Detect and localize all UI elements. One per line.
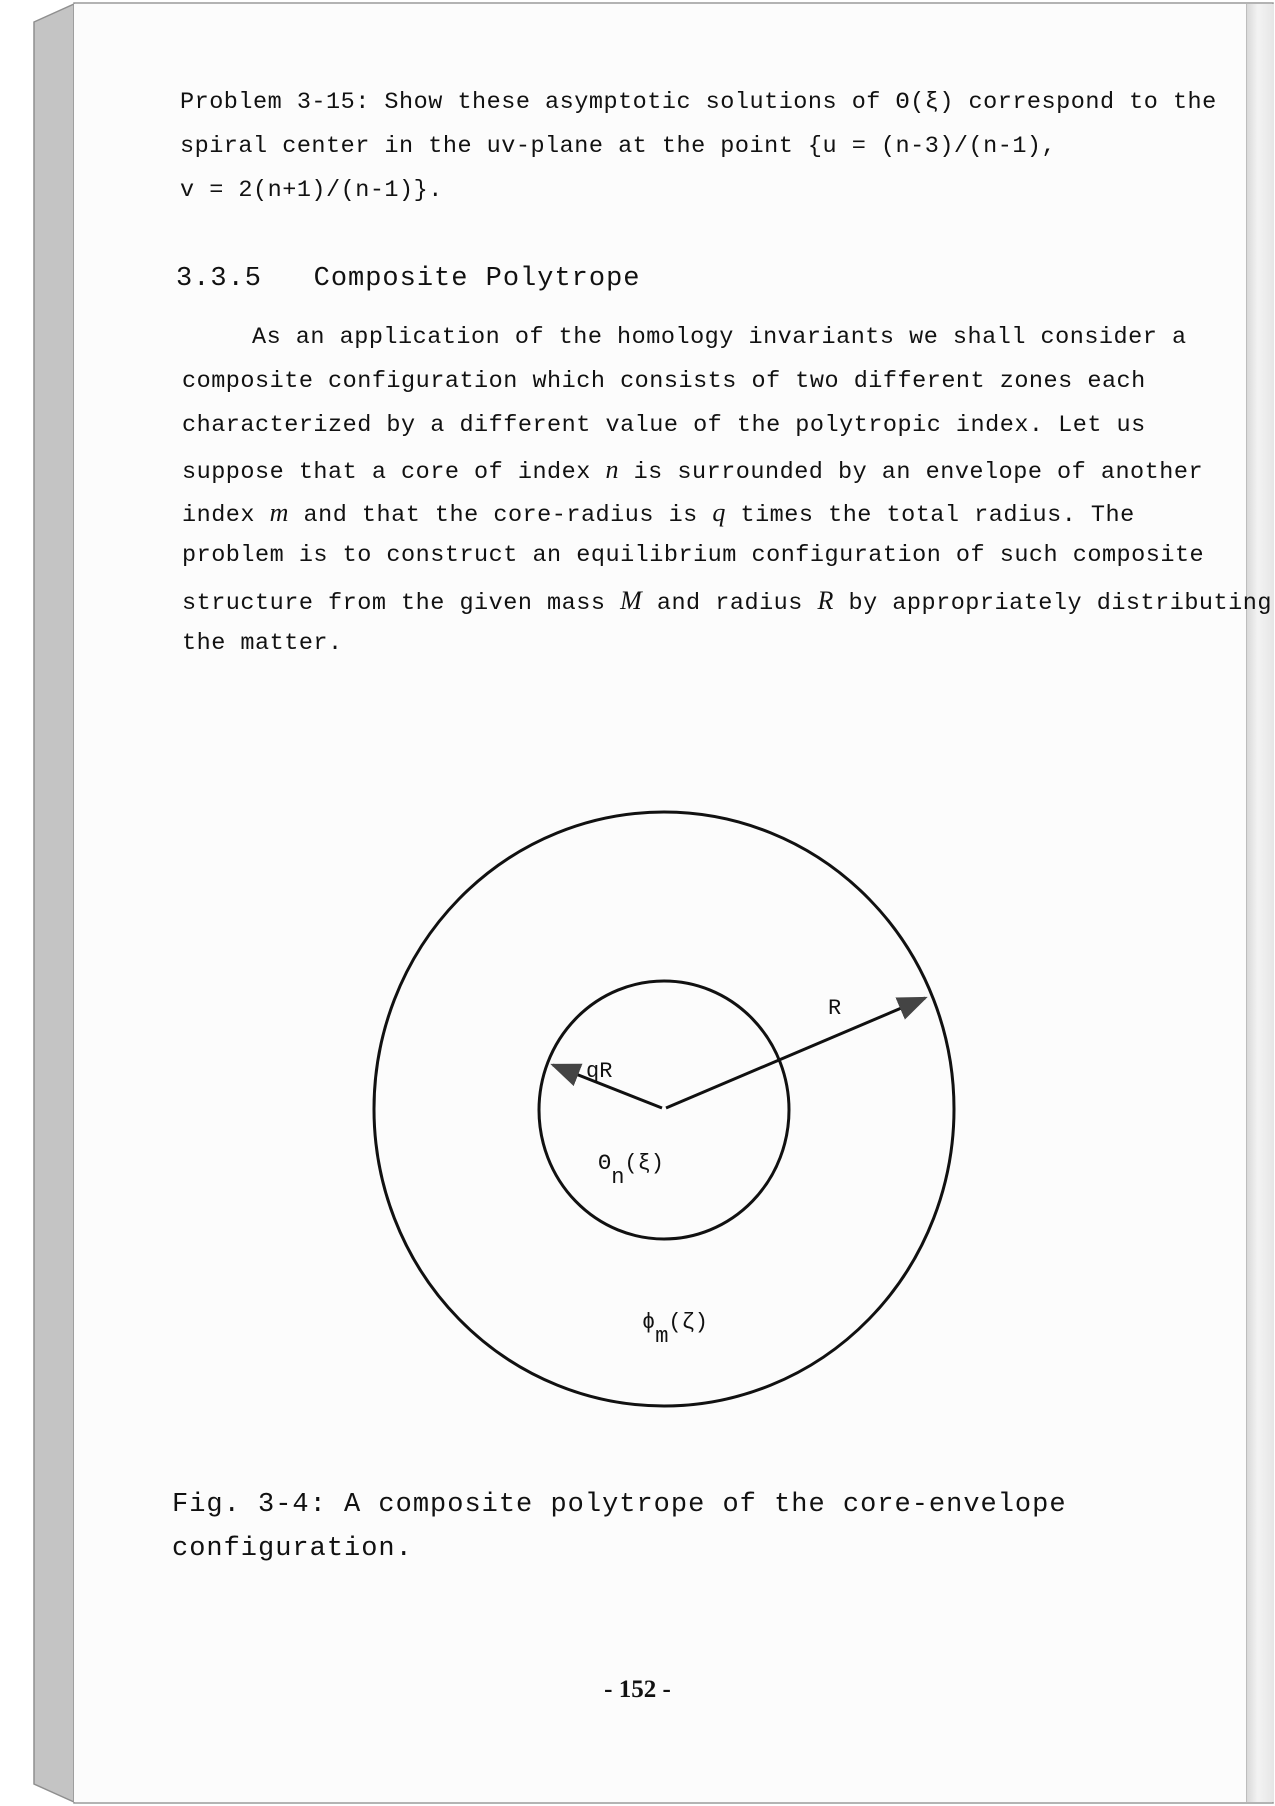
figure-caption-line-2: configuration. (172, 1534, 413, 1564)
figure-caption-line-1: Fig. 3-4: A composite polytrope of the core-envelope (172, 1490, 1067, 1520)
core-circle (539, 981, 789, 1239)
var-R: R (817, 586, 834, 615)
paragraph-line-2: composite configuration which consists of two different zones each (182, 368, 1146, 395)
paragraph-line-5: index m and that the core-radius is q times the total radius. The (182, 498, 1135, 529)
section-title: Composite Polytrope (313, 264, 641, 294)
var-M: M (620, 586, 643, 615)
label-R: R (828, 996, 842, 1021)
envelope-circle (374, 812, 954, 1406)
paragraph-line-6: problem is to construct an equilibrium configuration of such composite (182, 542, 1205, 569)
var-n: n (605, 455, 619, 484)
paragraph-line-1: As an application of the homology invariants we shall consider a (252, 324, 1187, 351)
section-number: 3.3.5 (176, 264, 263, 294)
problem-line-2: spiral center in the uv-plane at the point {u = (n-3)/(n-1), (180, 133, 1057, 160)
paragraph-line-4: suppose that a core of index n is surrounded by an envelope of another (182, 455, 1204, 486)
problem-line-1: Problem 3-15: Show these asymptotic solutions of Θ(ξ) correspond to the (180, 89, 1217, 116)
paragraph-line-7: structure from the given mass M and radius R by appropriately distributing (182, 586, 1272, 617)
radius-R-arrow (666, 998, 925, 1108)
page-number: - 152 - (604, 1676, 671, 1703)
envelope-function-label: ϕm(ζ) (642, 1310, 709, 1349)
paragraph-line-3: characterized by a different value of the polytropic index. Let us (182, 412, 1146, 439)
core-function-label: Θn(ξ) (598, 1151, 665, 1190)
label-qR: qR (586, 1059, 613, 1084)
var-q: q (712, 498, 726, 527)
var-m: m (269, 498, 289, 527)
problem-line-3: v = 2(n+1)/(n-1)}. (180, 177, 443, 204)
paragraph-line-8: the matter. (182, 630, 343, 657)
